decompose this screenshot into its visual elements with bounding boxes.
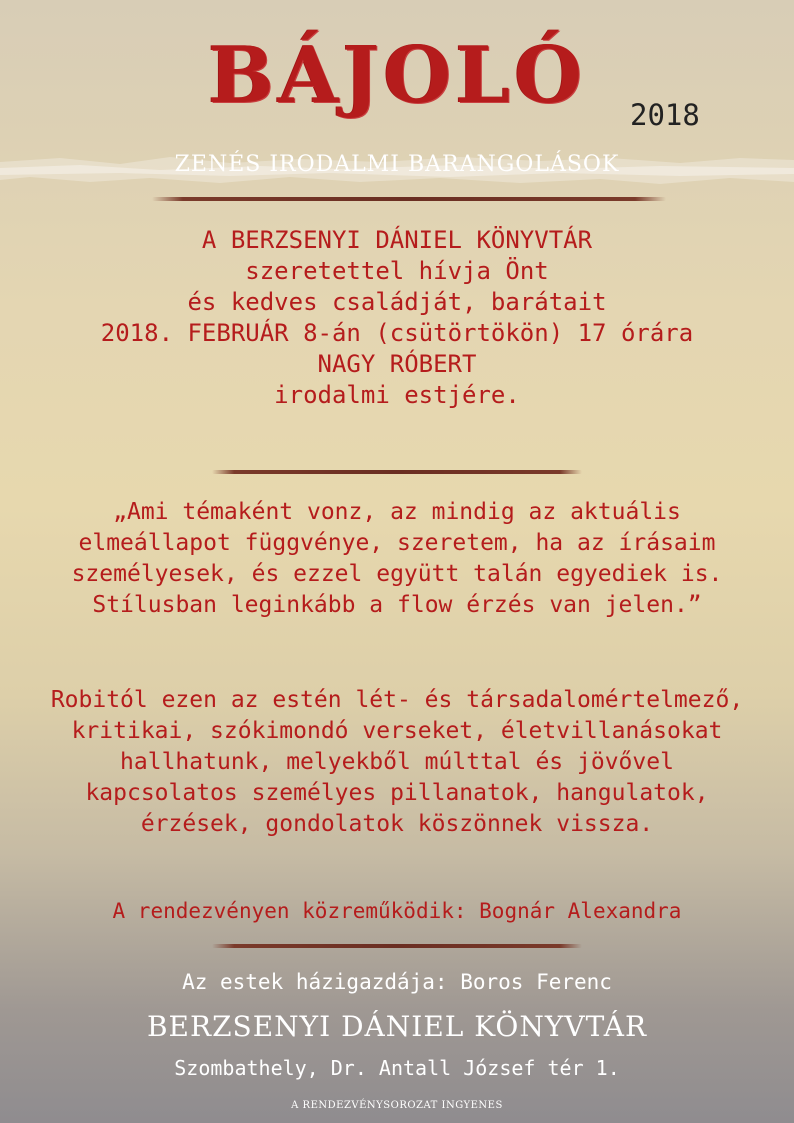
- poster-year: 2018: [630, 98, 700, 132]
- quote-line: személyesek, és ezzel együtt talán egyediek is.: [71, 561, 723, 587]
- divider-middle: [212, 470, 582, 474]
- performer-credit: A rendezvényen közreműködik: Bognár Alexandra: [112, 899, 682, 923]
- quote-block: [0, 497, 794, 621]
- poster-subtitle: ZENÉS IRODALMI BARANGOLÁSOK: [174, 152, 620, 177]
- invitation-line: A BERZSENYI DÁNIEL KÖNYVTÁR: [201, 226, 593, 254]
- description-line: Robitól ezen az estén lét- és társadalomértelmező,: [50, 687, 744, 713]
- description-line: érzések, gondolatok köszönnek vissza.: [140, 811, 654, 837]
- organizer-name: BERZSENYI DÁNIEL KÖNYVTÁR: [146, 1010, 648, 1043]
- host-credit: Az estek házigazdája: Boros Ferenc: [182, 970, 612, 994]
- quote-line: „Ami témaként vonz, az mindig az aktuális: [113, 499, 681, 525]
- venue-address: Szombathely, Dr. Antall József tér 1.: [174, 1056, 620, 1080]
- divider-bottom: [212, 944, 582, 948]
- quote-line: Stílusban leginkább a flow érzés van jelen.”: [92, 592, 702, 618]
- invitation-block: [0, 225, 794, 411]
- divider-top: [152, 197, 666, 201]
- poster-title: BÁJOLÓ: [207, 30, 587, 121]
- description-line: hallhatunk, melyekből múlttal és jövővel: [120, 749, 674, 775]
- quote-line: elmeállapot függvénye, szeretem, ha az írásaim: [78, 530, 716, 556]
- description-line: kritikai, szókimondó verseket, életvillanásokat: [71, 718, 723, 744]
- invitation-line: 2018. FEBRUÁR 8-án (csütörtökön) 17 órára: [100, 319, 694, 347]
- free-entry-note: A RENDEZVÉNYSOROZAT INGYENES: [291, 1100, 503, 1111]
- invitation-line: szeretettel hívja Önt: [245, 257, 549, 285]
- invitation-line: és kedves családját, barátait: [187, 288, 607, 316]
- invitation-line: irodalmi estjére.: [274, 381, 520, 409]
- description-block: [0, 685, 794, 840]
- description-line: kapcsolatos személyes pillanatok, hangulatok,: [85, 780, 709, 806]
- invitation-line: NAGY RÓBERT: [317, 350, 477, 378]
